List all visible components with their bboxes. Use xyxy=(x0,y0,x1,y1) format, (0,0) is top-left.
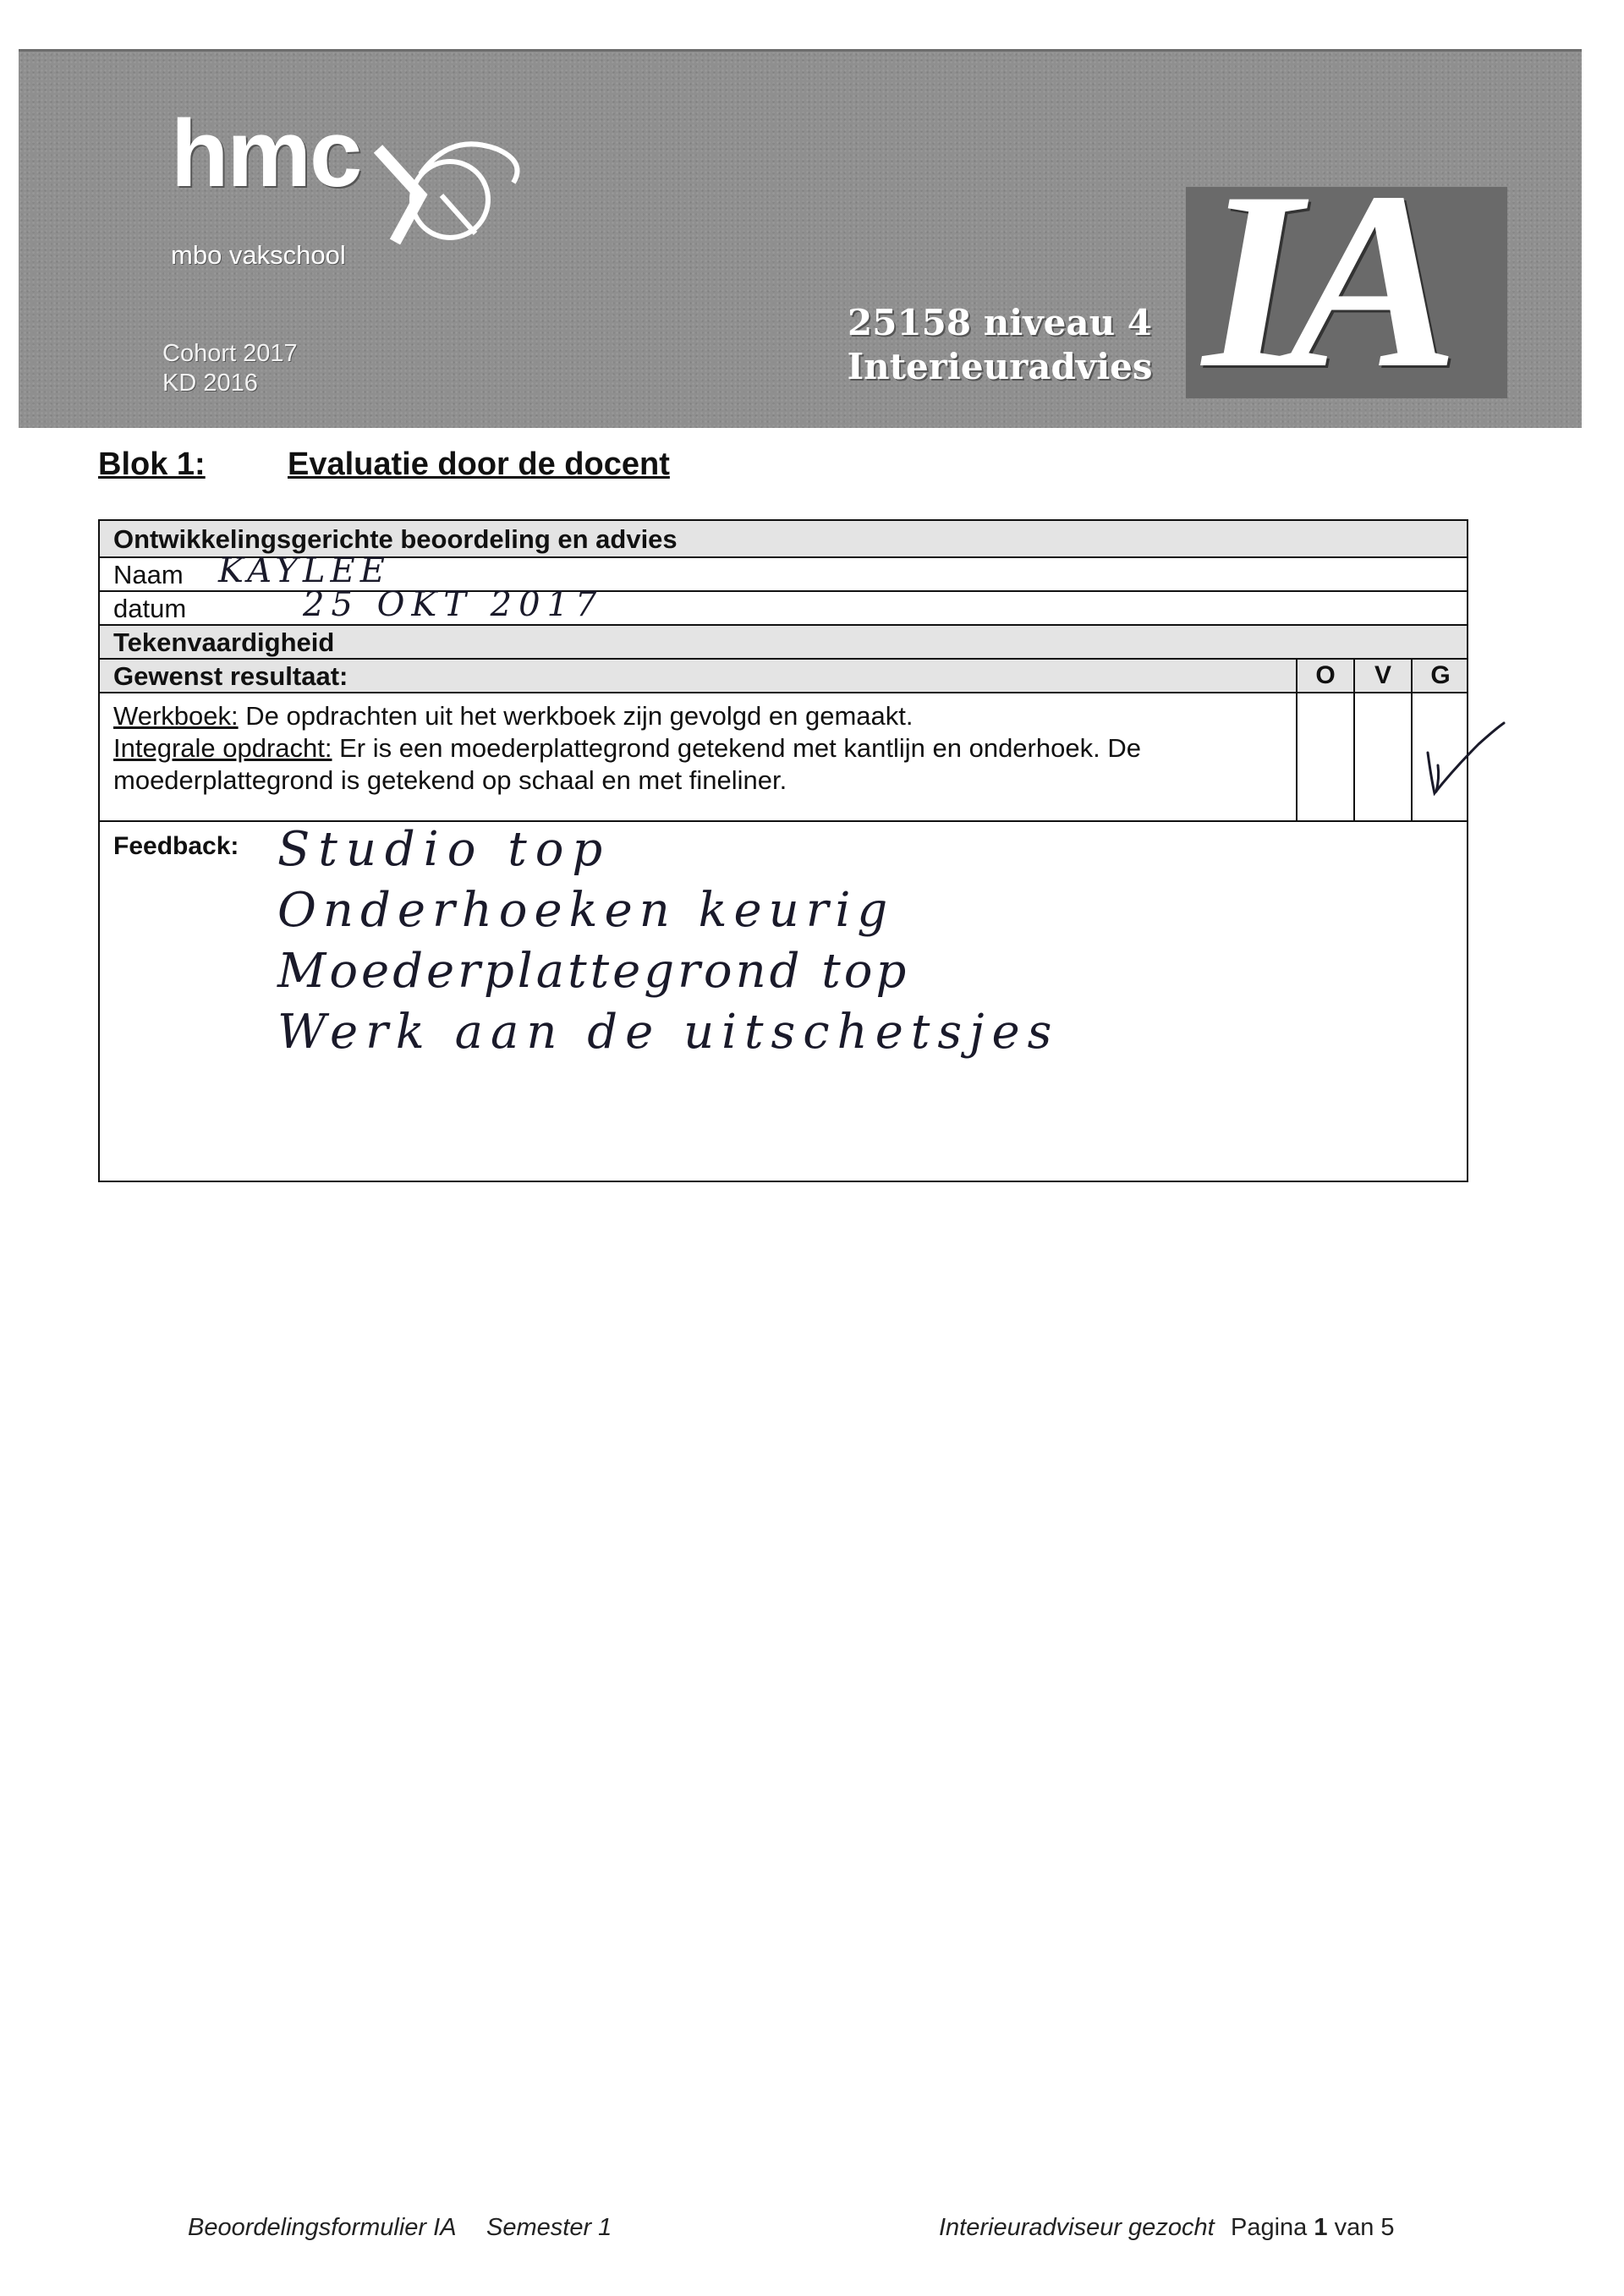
feedback-row xyxy=(100,822,1467,1184)
category-row xyxy=(100,626,1467,660)
category-label: Tekenvaardigheid xyxy=(113,627,335,657)
footer-page-number xyxy=(1231,2214,1395,2242)
feedback-line-3: Moederplattegrond top xyxy=(277,944,910,999)
feedback-line-1: Studio top xyxy=(277,822,612,877)
feedback-label: Feedback: xyxy=(113,832,239,860)
page-current: 1 xyxy=(1314,2214,1328,2241)
werkboek-label: Werkboek: xyxy=(113,701,239,731)
cohort-year: Cohort 2017 xyxy=(162,340,298,367)
integrale-text: Er is een moederplattegrond getekend met kantlijn en onderhoek. De moederplattegrond is getekend op schaal en met fineliner. xyxy=(113,733,1141,795)
naam-label: Naam xyxy=(113,560,184,589)
footer-semester: Semester 1 xyxy=(486,2214,612,2241)
naam-value: KAYLEE xyxy=(218,551,390,590)
footer-form-name: Beoordelingsformulier IA xyxy=(188,2214,457,2241)
hmc-logo xyxy=(171,101,526,284)
blok-number: Blok 1: xyxy=(98,447,206,482)
result-header-row xyxy=(100,660,1467,693)
logo-mark-icon xyxy=(370,115,530,259)
course-title xyxy=(822,301,1177,389)
grade-g-header: G xyxy=(1411,660,1468,692)
page-label: Pagina xyxy=(1231,2214,1308,2241)
grade-o-header: O xyxy=(1296,660,1353,692)
datum-value: 25 OKT 2017 xyxy=(303,585,604,624)
course-name: Interieuradvies xyxy=(847,346,1153,387)
footer-subject: Interieuradviseur gezocht xyxy=(939,2214,1215,2241)
integrale-label: Integrale opdracht: xyxy=(113,733,332,763)
werkboek-text: De opdrachten uit het werkboek zijn gevolgd en gemaakt. xyxy=(238,701,914,731)
ia-badge: IA xyxy=(1203,140,1447,420)
logo-subtitle: mbo vakschool xyxy=(171,240,346,270)
grade-o-cell xyxy=(1296,693,1298,820)
course-code: 25158 niveau 4 xyxy=(848,302,1152,343)
page-total: 5 xyxy=(1380,2214,1395,2241)
kd-year: KD 2016 xyxy=(162,370,258,397)
cohort-info xyxy=(162,339,298,398)
datum-row xyxy=(100,585,1467,626)
page-of: van xyxy=(1334,2214,1374,2241)
result-label: Gewenst resultaat: xyxy=(113,661,348,691)
datum-label: datum xyxy=(113,594,187,623)
criteria-description xyxy=(113,700,1281,797)
logo-text: hmc xyxy=(171,101,361,206)
grade-v-header: V xyxy=(1353,660,1411,692)
grade-v-cell xyxy=(1353,693,1355,820)
feedback-line-2: Onderhoeken keurig xyxy=(277,883,895,938)
evaluation-form xyxy=(98,519,1468,1182)
section-title: Evaluatie door de docent xyxy=(288,447,670,482)
form-heading: Ontwikkelingsgerichte beoordeling en advies xyxy=(113,524,678,554)
criteria-row xyxy=(100,693,1467,822)
checkmark-icon xyxy=(1419,719,1512,803)
grade-g-cell xyxy=(1411,693,1413,820)
feedback-line-4: Werk aan de uitschetsjes xyxy=(277,1005,1060,1060)
header-banner xyxy=(19,49,1582,428)
